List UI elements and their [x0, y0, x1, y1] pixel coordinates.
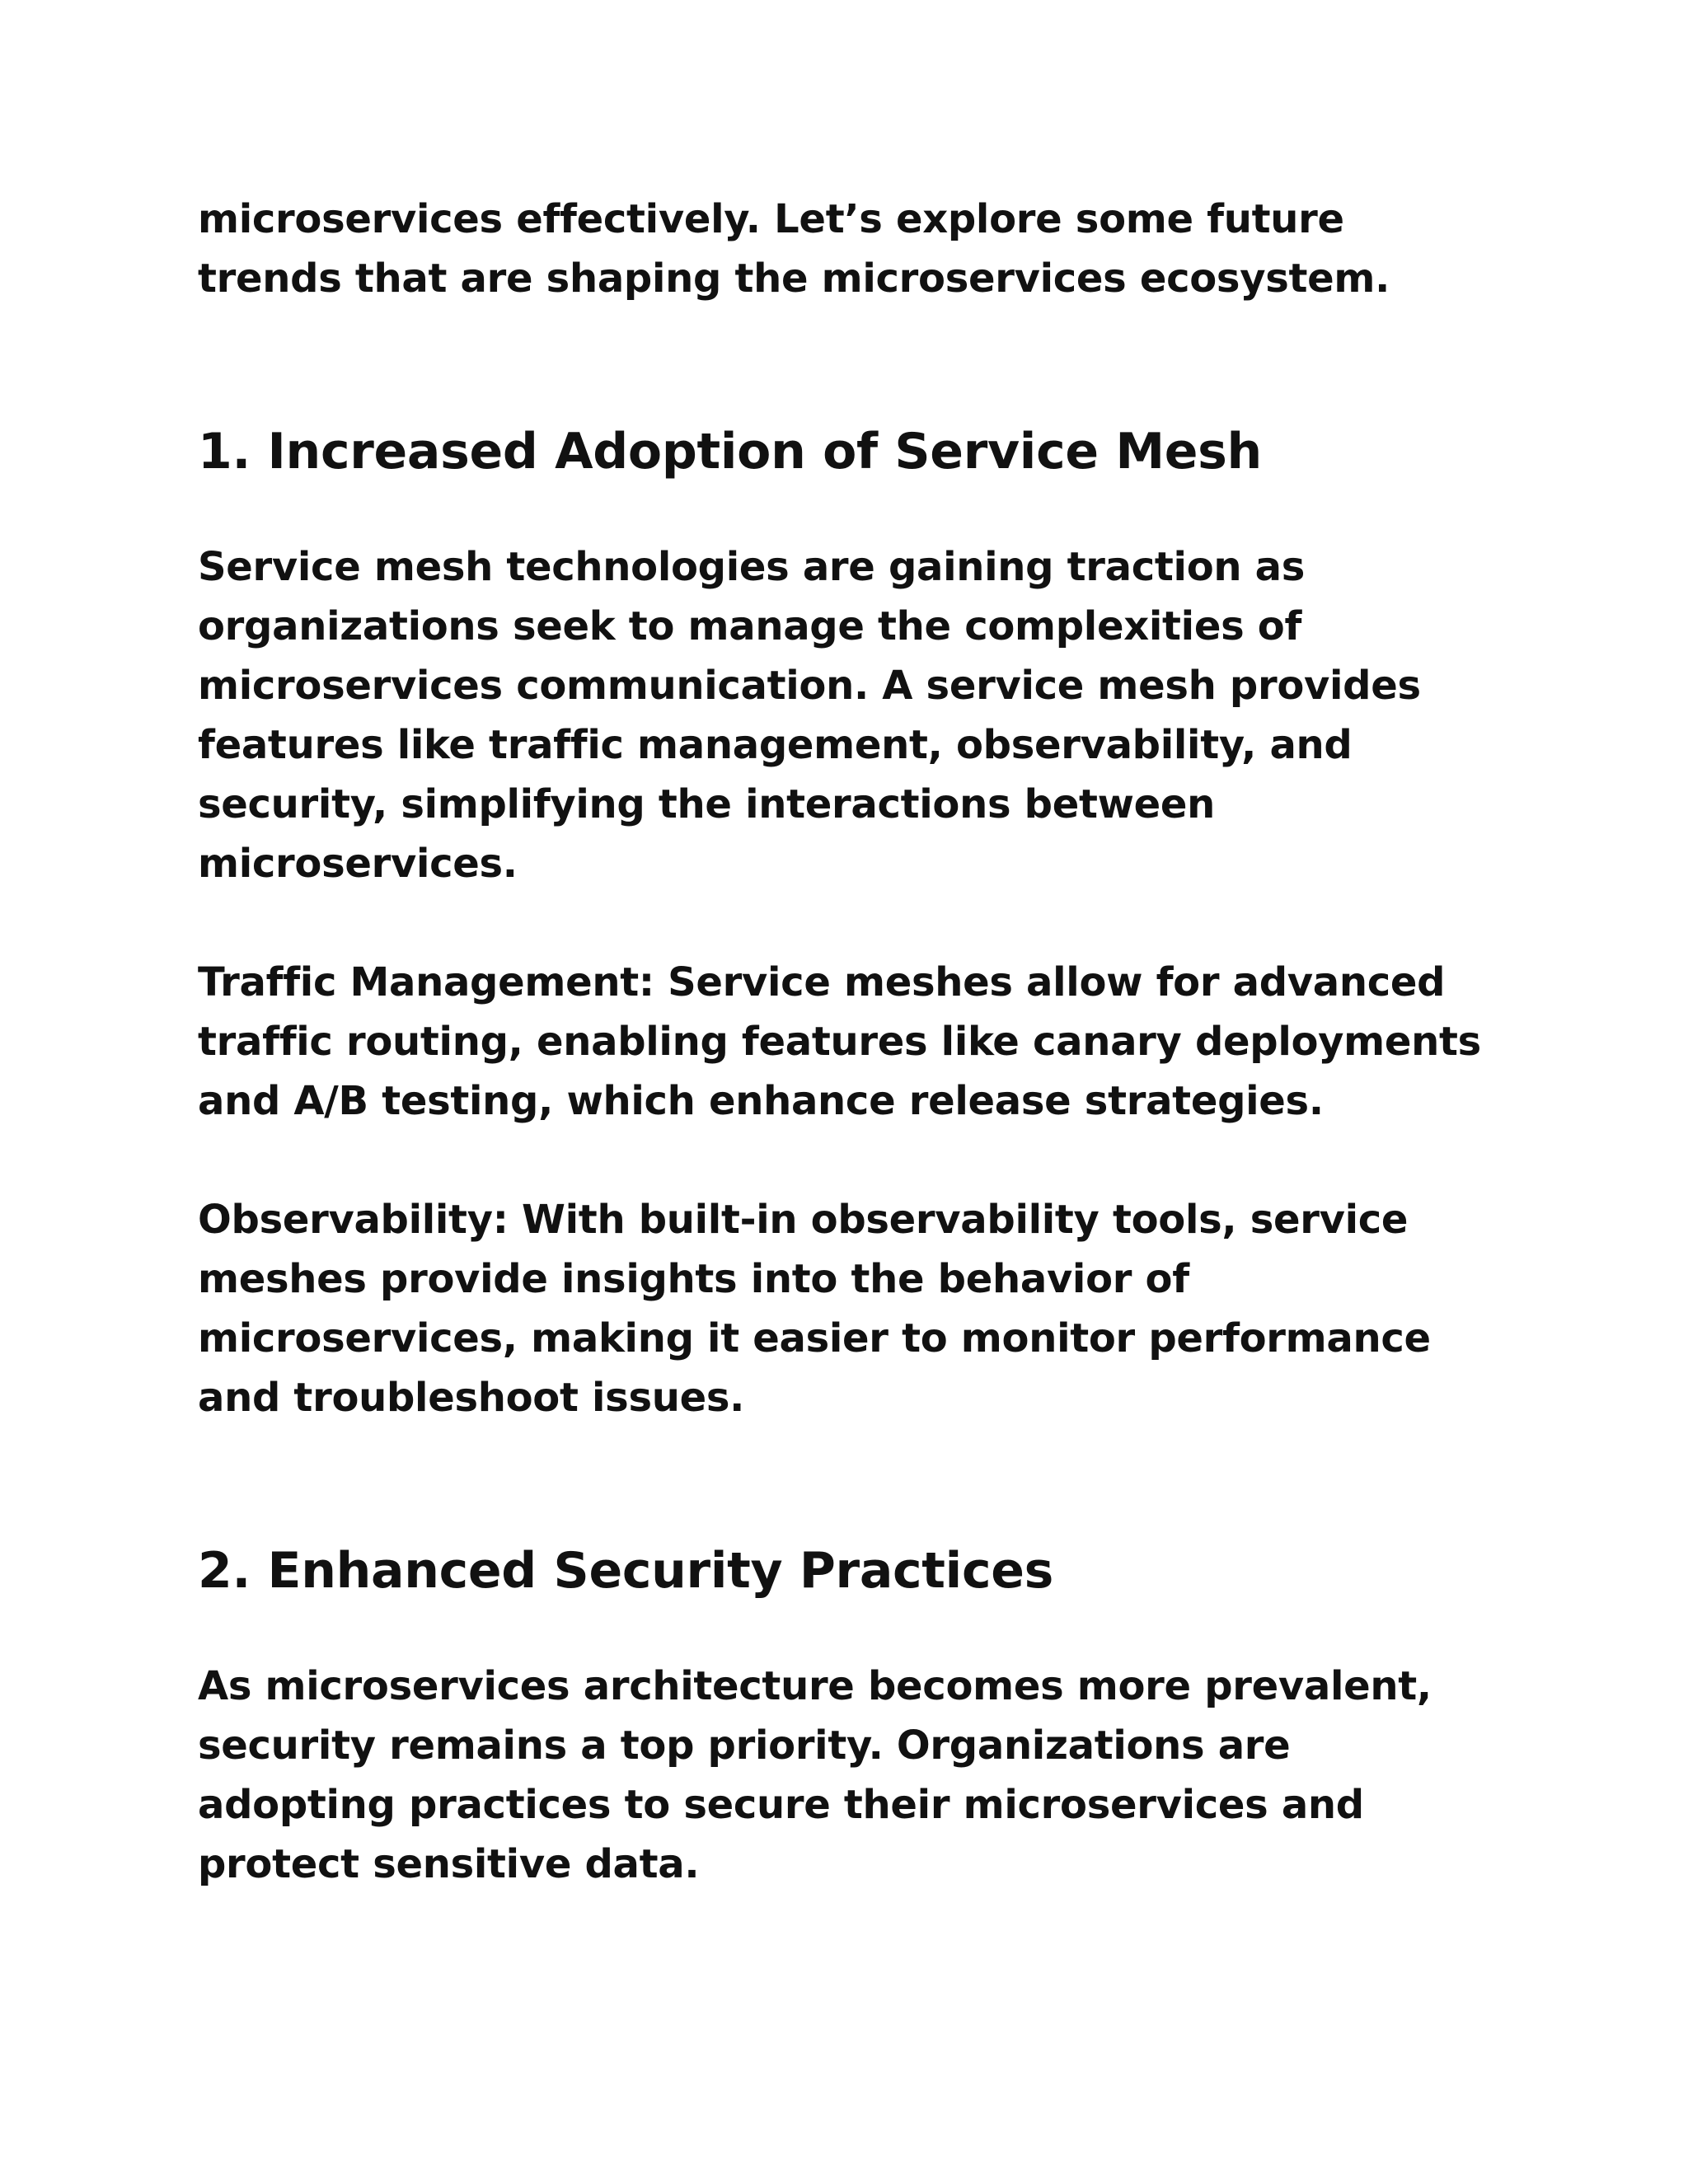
document-page — [198, 190, 1500, 1894]
security-paragraph: As microservices architecture becomes more prevalent, security remains a top priority. Organizations are adopting practices to secure their microservices and protect sensitive data. — [198, 1663, 1432, 1887]
observability-paragraph: Observability: With built-in observability tools, service meshes provide insights into the behavior of microservices, making it easier to monitor performance and troubleshoot issues. — [198, 1197, 1431, 1421]
section-heading-security: 2. Enhanced Security Practices — [198, 1542, 1054, 1600]
traffic-management-paragraph: Traffic Management: Service meshes allow for advanced traffic routing, enabling features like canary deployments and A/B testing, which enhance release strategies. — [198, 959, 1481, 1124]
intro-paragraph: microservices effectively. Let’s explore some future trends that are shaping the microservices ecosystem. — [198, 196, 1390, 302]
service-mesh-paragraph: Service mesh technologies are gaining traction as organizations seek to manage the complexities of microservices communication. A service mesh provides features like traffic management, observability, and security, simplifying the interactions between microservices. — [198, 544, 1421, 887]
section-heading-service-mesh: 1. Increased Adoption of Service Mesh — [198, 423, 1262, 480]
